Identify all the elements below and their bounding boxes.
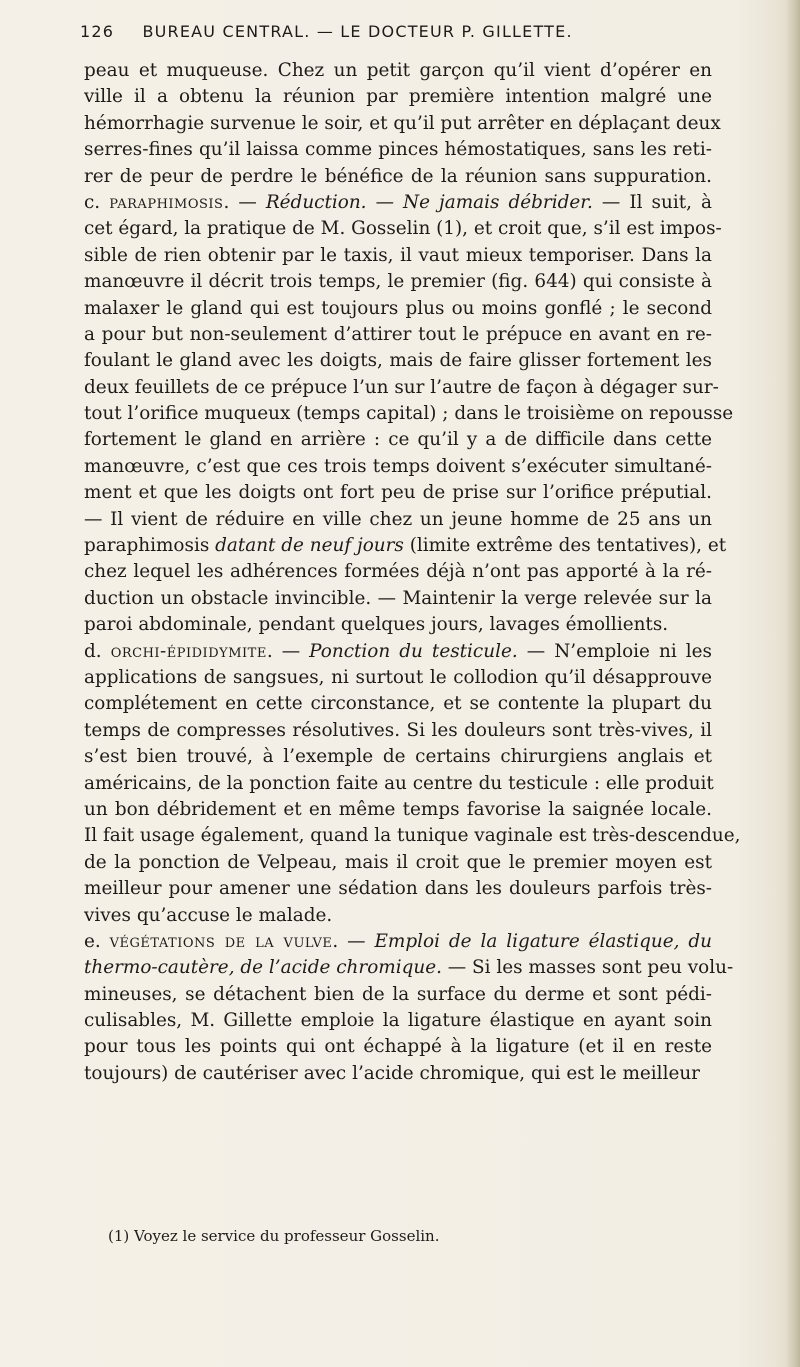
section-heading: végétations de la vulve [109,930,333,952]
text-line [84,454,712,480]
text-line [84,84,712,110]
italic-text: datant de neuf jours [215,535,404,557]
text-segment: d. [84,640,111,662]
text-line [84,797,712,823]
text-line [84,665,712,691]
text-line [84,955,734,981]
text-segment: applications de sangsues, ni surtout le collodion qu’il désapprouve [84,666,712,688]
section-heading: orchi-épididymite [110,640,267,662]
italic-text: Réduction. — Ne jamais débrider. [265,191,593,213]
text-segment: — Il vient de réduire en ville chez un jeune homme de 25 ans un [84,508,712,530]
text-segment: meilleur pour amener une sédation dans les douleurs parfois très- [84,878,712,900]
text-segment: paraphimosis [84,535,216,557]
body-text [84,58,741,1087]
text-segment: fortement le gland en arrière : ce qu’il y a de difficile dans cette [84,429,712,451]
text-line [84,507,712,533]
text-segment: rer de peur de perdre le bénéfice de la réunion sans suppuration. [84,165,712,187]
text-segment: . — [266,640,310,662]
text-segment: ville il a obtenu la réunion par première intention malgré une [84,86,712,108]
text-segment: a pour but non-seulement d’attirer tout le prépuce en avant en re- [84,323,712,345]
text-segment: foulant le gland avec les doigts, mais de faire glisser fortement les [84,350,712,372]
text-segment: manœuvre, c’est que ces trois temps doivent s’exécuter simultané- [84,455,712,477]
text-line [84,401,734,427]
text-segment: un bon débridement et en même temps favorise la saignée locale. [84,798,712,820]
text-line [84,929,712,955]
running-title: BUREAU CENTRAL. — LE DOCTEUR P. GILLETTE. [142,22,573,41]
text-line [84,691,712,717]
text-line [84,216,722,242]
text-line [84,322,712,348]
page-number: 126 [80,22,115,41]
text-segment: sible de rien obtenir par le taxis, il vaut mieux temporiser. Dans la [84,244,712,266]
text-segment: e. [84,930,110,952]
text-line [84,639,712,665]
text-line [84,903,712,929]
text-segment: peau et muqueuse. Chez un petit garçon qu’il vient d’opérer en [84,60,712,81]
text-line [84,718,712,744]
text-segment: . — [223,191,266,213]
text-line [84,137,712,163]
text-segment: — Si les masses sont peu volu- [441,957,734,979]
text-line [84,190,712,216]
text-line [84,559,712,585]
text-line [84,1061,712,1087]
text-line [84,586,712,612]
text-segment: s’est bien trouvé, à l’exemple de certains chirurgiens anglais et [84,746,712,768]
text-segment: Il fait usage également, quand la tunique vaginale est très-descendue, [84,825,741,847]
text-segment: pour tous les points qui ont échappé à la ligature (et il en reste [84,1036,712,1058]
text-line [84,876,712,902]
text-line [84,375,719,401]
text-segment: deux feuillets de ce prépuce l’un sur l’autre de façon à dégager sur- [84,376,719,398]
text-segment: toujours) de cautériser avec l’acide chromique, qui est le meilleur [84,1062,700,1084]
text-segment: vives qu’accuse le malade. [84,904,333,926]
text-segment: — N’emploie ni les [517,640,712,662]
text-segment: tout l’orifice muqueux (temps capital) ; dans le troisième on repousse [84,403,734,425]
text-line [84,850,712,876]
italic-text: thermo-cautère, de l’acide chromique. [84,957,442,979]
text-line [84,111,721,137]
text-segment: (limite extrême des tentatives), et [403,535,727,557]
text-line [84,296,712,322]
text-segment: ment et que les doigts ont fort peu de prise sur l’orifice préputial. [84,482,712,504]
text-line [84,1034,712,1060]
text-line [84,58,712,84]
italic-text: Emploi de la ligature élastique, du [374,930,712,952]
text-segment: manœuvre il décrit trois temps, le premier (fig. 644) qui consiste à [84,271,712,293]
text-line [84,480,712,506]
footnote: (1) Voyez le service du professeur Gosselin. [108,1227,440,1245]
text-line [84,1008,712,1034]
text-line [84,427,712,453]
text-segment: chez lequel les adhérences formées déjà n’ont pas apporté à la ré- [84,561,712,583]
text-segment: malaxer le gland qui est toujours plus ou moins gonflé ; le second [84,297,712,319]
text-segment: c. [84,191,110,213]
text-segment: . — [332,930,375,952]
section-heading: paraphimosis [109,191,224,213]
text-line [84,164,712,190]
text-segment: mineuses, se détachent bien de la surface du derme et sont pédi- [84,983,712,1005]
page-edge-shadow [786,0,800,1367]
running-header [80,22,720,41]
text-segment: cet égard, la pratique de M. Gosselin (1), et croit que, s’il est impos- [84,218,722,240]
text-segment: — Il suit, à [592,191,712,213]
text-line [84,243,712,269]
text-segment: complétement en cette circonstance, et se contente la plupart du [84,693,712,715]
text-segment: serres-fines qu’il laissa comme pinces hémostatiques, sans les reti- [84,139,712,161]
text-line [84,744,712,770]
text-segment: américains, de la ponction faite au centre du testicule : elle produit [84,772,714,794]
text-line [84,982,712,1008]
text-segment: culisables, M. Gillette emploie la ligature élastique en ayant soin [84,1010,712,1032]
text-segment: hémorrhagie survenue le soir, et qu’il put arrêter en déplaçant deux [84,112,721,134]
text-line [84,348,712,374]
text-line [84,823,741,849]
text-line [84,612,712,638]
text-segment: duction un obstacle invincible. — Maintenir la verge relevée sur la [84,587,712,609]
text-line [84,771,712,797]
text-segment: temps de compresses résolutives. Si les douleurs sont très-vives, il [84,719,712,741]
text-segment: de la ponction de Velpeau, mais il croit que le premier moyen est [84,851,712,873]
text-line [84,269,712,295]
text-line [84,533,727,559]
text-segment: paroi abdominale, pendant quelques jours, lavages émollients. [84,614,669,636]
italic-text: Ponction du testicule. [309,640,518,662]
